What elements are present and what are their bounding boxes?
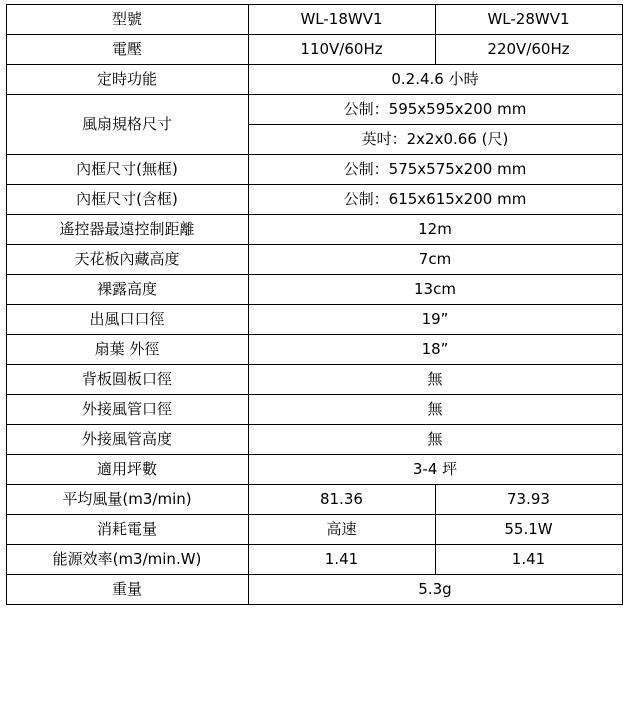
table-row — [6, 95, 622, 125]
row-label: 外接風管口徑 — [6, 395, 248, 425]
cell-value-span: 無 — [248, 365, 622, 395]
table-row — [6, 155, 622, 185]
cell-value-b: 73.93 — [435, 485, 622, 515]
row-label: 出風口口徑 — [6, 305, 248, 335]
cell-value-span: 13cm — [248, 275, 622, 305]
table-row — [6, 305, 622, 335]
cell-value-span: 公制：595x595x200 mm — [248, 95, 622, 125]
cell-value-span: 英吋：2x2x0.66 (尺) — [248, 125, 622, 155]
table-row — [6, 5, 622, 35]
cell-value-b: 1.41 — [435, 545, 622, 575]
row-label: 重量 — [6, 575, 248, 605]
table-row — [6, 575, 622, 605]
cell-value-a: 1.41 — [248, 545, 435, 575]
row-label: 內框尺寸(無框) — [6, 155, 248, 185]
row-label: 扇葉 外徑 — [6, 335, 248, 365]
table-row — [6, 215, 622, 245]
table-row — [6, 425, 622, 455]
cell-value-span: 公制：615x615x200 mm — [248, 185, 622, 215]
row-label: 平均風量(m3/min) — [6, 485, 248, 515]
cell-value-span: 12m — [248, 215, 622, 245]
table-row — [6, 35, 622, 65]
row-sub-label: 高速 — [248, 515, 435, 545]
cell-value-span: 3-4 坪 — [248, 455, 622, 485]
table-row — [6, 485, 622, 515]
table-row — [6, 275, 622, 305]
row-label: 風扇規格尺寸 — [6, 95, 248, 155]
table-row — [6, 455, 622, 485]
cell-value-b: WL-28WV1 — [435, 5, 622, 35]
table-row — [6, 395, 622, 425]
table-row — [6, 245, 622, 275]
cell-value-a: 110V/60Hz — [248, 35, 435, 65]
table-row — [6, 185, 622, 215]
cell-value-span: 18” — [248, 335, 622, 365]
cell-value-span: 無 — [248, 425, 622, 455]
cell-value-span: 無 — [248, 395, 622, 425]
cell-value-b: 220V/60Hz — [435, 35, 622, 65]
row-label: 裸露高度 — [6, 275, 248, 305]
cell-value-span: 7cm — [248, 245, 622, 275]
cell-value-a: 55.1W — [435, 515, 622, 545]
cell-value-a: 81.36 — [248, 485, 435, 515]
table-row — [6, 515, 622, 545]
cell-value-span: 5.3g — [248, 575, 622, 605]
table-row — [6, 545, 622, 575]
row-label: 適用坪數 — [6, 455, 248, 485]
specification-table — [6, 4, 623, 605]
table-row — [6, 65, 622, 95]
row-label: 天花板內藏高度 — [6, 245, 248, 275]
row-label: 外接風管高度 — [6, 425, 248, 455]
cell-value-span: 19” — [248, 305, 622, 335]
row-label: 消耗電量 — [6, 515, 248, 545]
table-row — [6, 335, 622, 365]
cell-value-span: 0.2.4.6 小時 — [248, 65, 622, 95]
row-label: 內框尺寸(含框) — [6, 185, 248, 215]
row-label: 能源效率(m3/min.W) — [6, 545, 248, 575]
row-label: 型號 — [6, 5, 248, 35]
cell-value-a: WL-18WV1 — [248, 5, 435, 35]
row-label: 遙控器最遠控制距離 — [6, 215, 248, 245]
row-label: 定時功能 — [6, 65, 248, 95]
cell-value-span: 公制：575x575x200 mm — [248, 155, 622, 185]
table-row — [6, 365, 622, 395]
row-label: 背板圓板口徑 — [6, 365, 248, 395]
row-label: 電壓 — [6, 35, 248, 65]
